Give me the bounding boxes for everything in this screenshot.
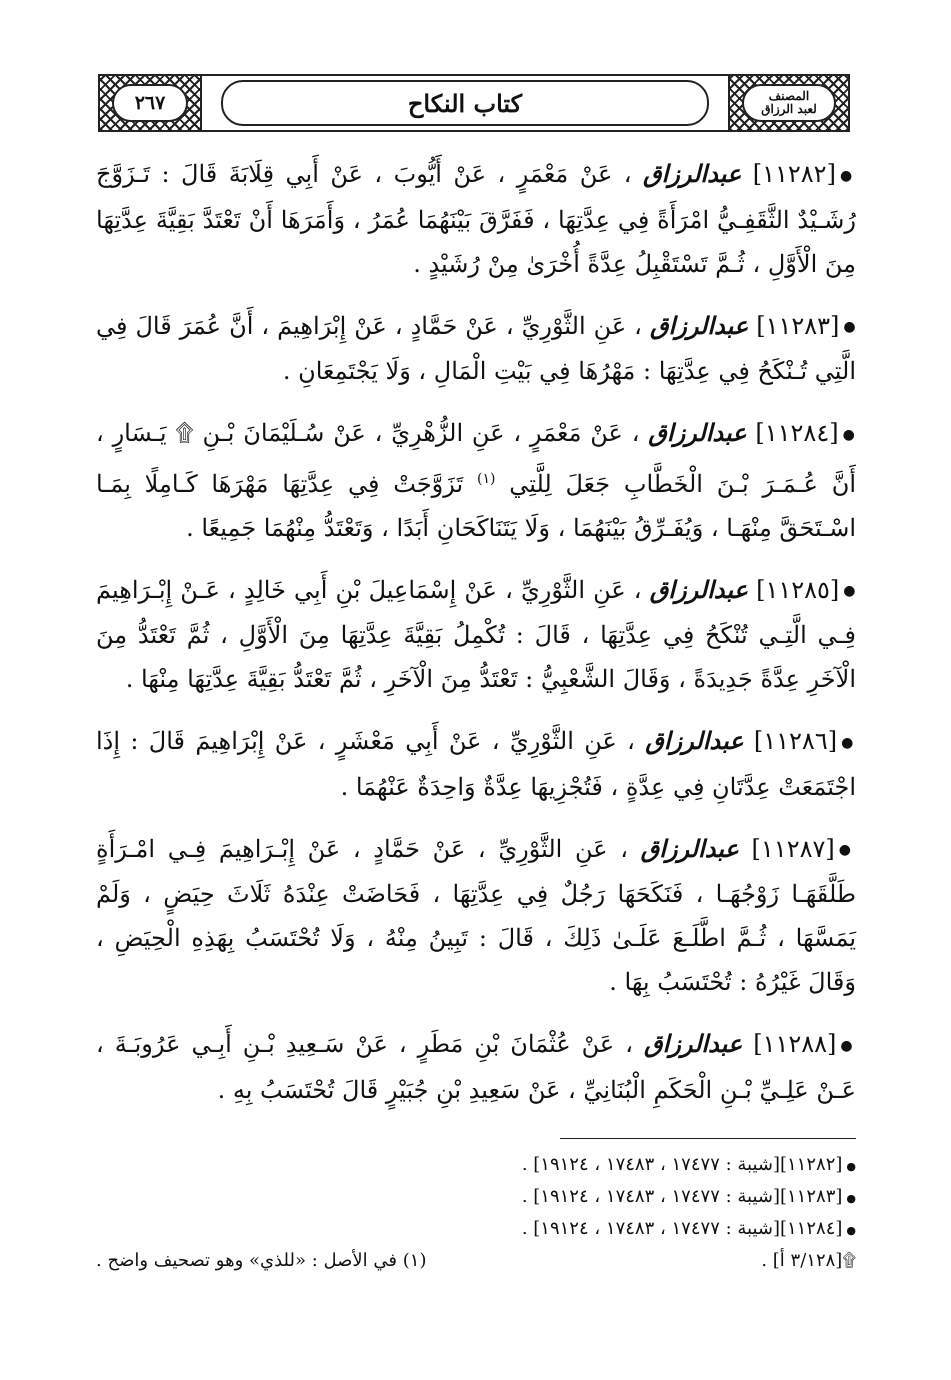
hadith-11284 <box>96 411 856 550</box>
hadith-11282 <box>96 152 856 286</box>
hadith-text: ، عَنْ مَعْمَرٍ ، عَنْ أَيُّوبَ ، عَنْ أَبِي قِلَابَةَ قَالَ : تَـزَوَّجَ رُشَـيْدٌ الثَّقَفِـيُّ امْرَأَةً فِي عِدَّتِهَا ، فَفَرَّقَ بَيْنَهُمَا عُمَرُ ، وَأَمَرَهَا أَنْ تَعْتَدَّ بَقِيَّةَ عِدَّتِهَا مِنَ الْأَوَّلِ ، ثُـمَّ تَسْتَقْبِلُ عِدَّةً أُخْرَىٰ مِنْ رُشَيْدٍ . <box>96 160 856 278</box>
hadith-author: عبدالرزاق <box>645 726 744 755</box>
hadith-11288 <box>96 1022 856 1112</box>
main-text <box>96 152 856 1130</box>
footnote-ref-text: [١١٢٨٤][شيبة : ١٧٤٧٧ ، ١٧٤٨٣ ، ١٩١٢٤] . <box>521 1218 843 1239</box>
hadith-11285 <box>96 568 856 702</box>
hadith-number: [١١٢٨٧] <box>751 834 835 863</box>
hadith-text: ، عَنِ الثَّوْرِيِّ ، عَنْ حَمَّادٍ ، عَنْ إِبْـرَاهِيمَ فِـي امْـرَأَةٍ طَلَّقَهَـا زَوْجُهَـا ، فَنَكَحَهَا رَجُلٌ فِي عِدَّتِهَا ، فَحَاضَتْ عِنْدَهُ ثَلَاثَ حِيَضٍ ، وَلَمْ يَمَسَّهَا ، ثُـمَّ اطَّلَـعَ عَلَـىٰ ذَلِكَ ، قَالَ : تَبِينُ مِنْهُ ، وَلَا تُحْتَسَبُ بِهَذِهِ الْحِيَضِ ، وَقَالَ غَيْرُهُ : تُحْتَسَبُ بِهَا . <box>96 834 856 996</box>
page-number: ٢٦٧ <box>112 84 188 122</box>
hadith-number: [١١٢٨٢] <box>752 160 836 188</box>
footnote-ref <box>96 1182 856 1214</box>
hadith-11283 <box>96 304 856 394</box>
hadith-text: ، عَنِ الثَّوْرِيِّ ، عَنْ أَبِي مَعْشَرٍ ، عَنْ إِبْرَاهِيمَ قَالَ : إِذَا اجْتَمَعَتْ عِدَّتَانِ فِي عِدَّةٍ ، فَتُجْزِيهَا عِدَّةٌ وَاحِدَةٌ عَنْهُمَا . <box>96 727 856 801</box>
hadith-author: عبدالرزاق <box>649 574 748 604</box>
footnote-ref-text: [١١٢٨٣][شيبة : ١٧٤٧٧ ، ١٧٤٨٣ ، ١٩١٢٤] . <box>521 1186 843 1207</box>
header-ornament-right <box>730 76 848 130</box>
hadith-11287 <box>96 827 856 1005</box>
header-ornament-left <box>100 76 200 130</box>
footnote-divider <box>560 1138 856 1139</box>
hadith-number: [١١٢٨٨] <box>753 1030 837 1058</box>
bullet-icon: ● <box>846 1160 856 1173</box>
bullet-icon: ● <box>846 1192 856 1205</box>
bullet-icon: ● <box>843 319 856 335</box>
bullet-icon: ● <box>838 842 856 858</box>
footnote-ref <box>96 1214 856 1246</box>
folio-reference: ۩[٣/١٢٨ أ] . <box>761 1250 856 1271</box>
footnote-mark: (١) <box>476 470 496 487</box>
hadith-text-after: تَزَوَّجَتْ فِي عِدَّتِهَا مَهْرَهَا كَـامِلًا بِمَـا اسْـتَحَقَّ مِنْهَـا ، وَيُفَـرِّقُ بَيْنَهُمَا ، وَلَا يَتَنَاكَحَانِ أَبَدًا ، وَتَعْتَدُّ مِنْهُمَا جَمِيعًا . <box>96 469 856 542</box>
hadith-author: عبدالرزاق <box>649 310 749 340</box>
hadith-author: عبدالرزاق <box>643 159 742 188</box>
hadith-author: عبدالرزاق <box>648 418 747 447</box>
hadith-text-before: ، عَنْ مَعْمَرٍ ، عَنِ الزُّهْرِيِّ ، عَنْ سُـلَيْمَانَ بْـنِ ۩ يَـسَارٍ ، أَنَّ عُـمَـرَ بْـنَ الْخَطَّابِ جَعَلَ لِلَّتِي <box>96 419 856 498</box>
bullet-icon: ● <box>841 734 856 751</box>
hadith-text: ، عَنِ الثَّوْرِيِّ ، عَنْ حَمَّادٍ ، عَنْ إِبْرَاهِيمَ ، أَنَّ عُمَرَ قَالَ فِي الَّتِي تُـنْكَحُ فِي عِدَّتِهَا : مَهْرُهَا فِي بَيْتِ الْمَالِ ، وَلَا يَجْتَمِعَانِ . <box>96 311 856 385</box>
footnote-ref-text: [١١٢٨٢][شيبة : ١٧٤٧٧ ، ١٧٤٨٣ ، ١٩١٢٤] . <box>521 1154 843 1175</box>
header-title-band <box>200 76 730 130</box>
seal-line-2: لعبد الرزاق <box>761 102 817 116</box>
chapter-title: كتاب النكاح <box>221 80 709 126</box>
footnotes <box>96 1150 856 1276</box>
bullet-icon: ● <box>842 426 856 443</box>
hadith-author: عبدالرزاق <box>640 833 739 863</box>
hadith-number: [١١٢٨٣] <box>756 311 840 340</box>
hadith-11286 <box>96 719 856 809</box>
book-seal-icon <box>742 84 836 122</box>
page-header <box>98 74 850 132</box>
hadith-text: ، عَنْ عُثْمَانَ بْنِ مَطَرٍ ، عَنْ سَـعِيدِ بْـنِ أَبِـي عَرُوبَـةَ ، عَـنْ عَلِـيِّ بْـنِ الْحَكَمِ الْبُنَانِيِّ ، عَنْ سَعِيدِ بْنِ جُبَيْرٍ قَالَ تُحْتَسَبُ بِهِ . <box>96 1030 856 1104</box>
hadith-author: عبدالرزاق <box>643 1029 743 1058</box>
bullet-icon: ● <box>839 167 856 184</box>
footnote-last-row <box>96 1246 856 1276</box>
hadith-number: [١١٢٨٦] <box>753 727 838 755</box>
footnote-1: (١) في الأصل : «للذي» وهو تصحيف واضح . <box>96 1250 427 1271</box>
seal-line-1: المصنف <box>768 89 810 103</box>
bullet-icon: ● <box>846 1224 856 1237</box>
hadith-number: [١١٢٨٤] <box>755 419 839 447</box>
bullet-icon: ● <box>843 583 856 599</box>
footnote-ref <box>96 1150 856 1182</box>
bullet-icon: ● <box>840 1037 856 1054</box>
hadith-number: [١١٢٨٥] <box>756 575 840 604</box>
hadith-text: ، عَنِ الثَّوْرِيِّ ، عَنْ إِسْمَاعِيلَ بْنِ أَبِي خَالِدٍ ، عَـنْ إِبْـرَاهِيمَ فِـي الَّتِـي تُنْكَحُ فِي عِدَّتِهَا ، قَالَ : تُكْمِلُ بَقِيَّةَ عِدَّتِهَا مِنَ الْأَوَّلِ ، ثُمَّ تَعْتَدُّ مِنَ الْآخَرِ عِدَّةً جَدِيدَةً ، وَقَالَ الشَّعْبِيُّ : تَعْتَدُّ مِنَ الْآخَرِ ، ثُمَّ تَعْتَدُّ بَقِيَّةَ عِدَّتِهَا مِنْهَا . <box>96 575 856 693</box>
